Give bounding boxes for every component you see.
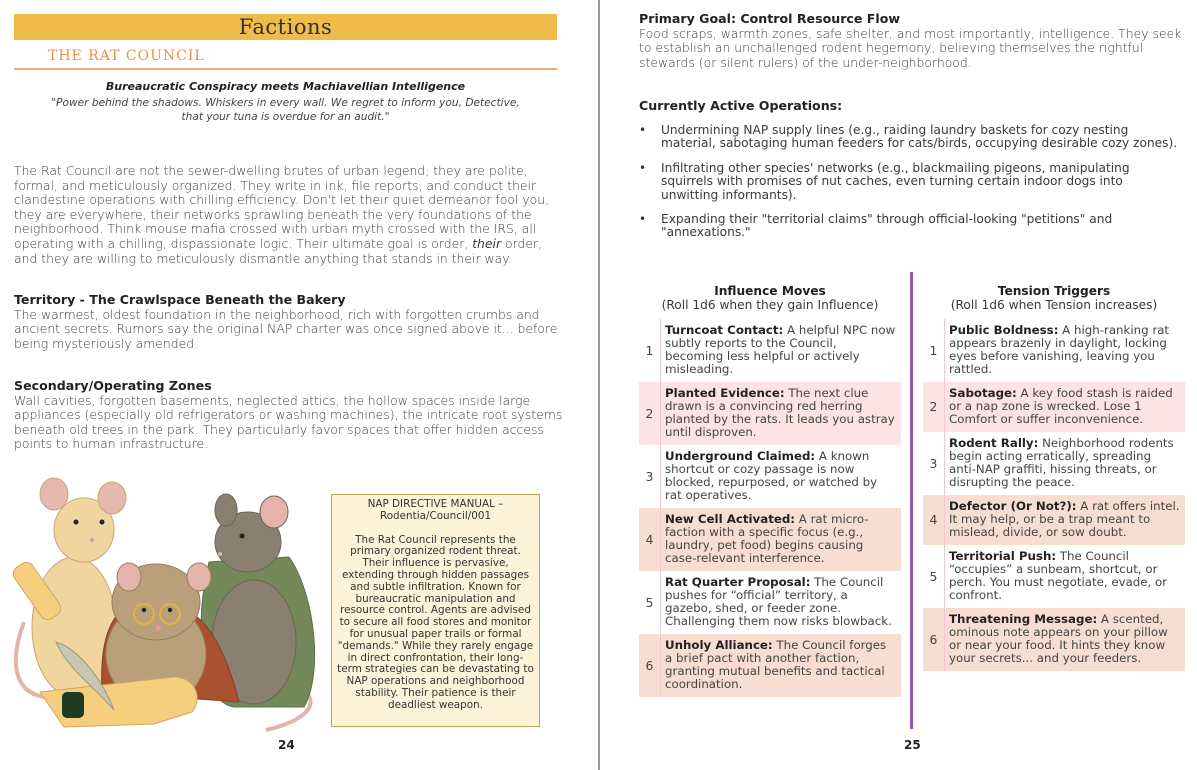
intro-emphasis: their [472,235,502,251]
move-name: Unholy Alliance: [665,637,773,652]
row-text [944,608,1185,671]
row-text [944,545,1185,608]
operation-text: Expanding their "territorial claims" through official-looking "petitions" and "annexations." [661,212,1113,240]
roll-number: 4 [645,531,654,547]
move-desc: The next clue drawn is a convincing red herring planted by the rats. It leads you astray until disproven. [665,385,895,439]
operation-item [639,162,1179,202]
trigger-desc: Neighborhood rodents begin acting erratically, spreading anti-NAP graffiti, hissing threats, or disrupting the peace. [949,435,1174,489]
row-text [944,495,1185,545]
zones-heading: Secondary/Operating Zones [14,378,212,393]
influence-row-3 [639,445,901,508]
roll-number: 1 [929,342,938,358]
tension-row-4 [923,495,1185,545]
operations-heading: Currently Active Operations: [639,98,843,113]
goal-heading: Primary Goal: Control Resource Flow [639,11,901,26]
tension-triggers-header [923,284,1185,313]
row-text [660,382,901,445]
chapter-title: Factions [238,15,333,39]
bullet-icon: • [639,123,647,137]
intro-text-end: order, and they are willing to meticulously dismantle anything that stands in their way. [14,235,542,266]
faction-name: THE RAT COUNCIL [48,48,205,64]
bullet-icon: • [639,160,647,175]
move-name: Rat Quarter Proposal: [665,574,811,589]
tension-triggers-subtitle: (Roll 1d6 when Tension increases) [950,298,1158,313]
row-text [660,634,901,697]
trigger-name: Public Boldness: [949,322,1059,337]
roll-number: 3 [929,455,938,471]
zones-section [14,379,569,452]
trigger-name: Rodent Rally: [949,435,1039,450]
row-text [944,319,1185,382]
roll-number: 2 [929,399,938,415]
roll-number: 6 [645,657,654,673]
territory-section [14,293,559,351]
move-name: Turncoat Contact: [665,322,784,337]
operation-item [639,213,1179,240]
intro-text-start: The Rat Council are not the sewer-dwelling brutes of urban legend; they are polite, formal, and meticulously organized. They write in ink, file reports, and conduct their clandestine operations with chilling efficiency. Don't let their quiet demeanor fool you, they are everywhere, their networks sprawling beneath the very foundations of the neighborhood. Think mouse mafia crossed with urban myth crossed with the IRS, all operating with a chilling, dispassionate logic. Their ultimate goal is order, [14,163,550,251]
move-name: Underground Claimed: [665,448,816,463]
directive-manual-box [331,494,540,727]
roll-number: 2 [645,405,654,421]
influence-row-1 [639,319,901,382]
move-desc: The Council forges a brief pact with another faction, granting mutual benefits and tactical coordination. [665,637,887,691]
zones-body: Wall cavities, forgotten basements, neglected attics, the hollow spaces inside large appliances (especially old refrigerators or washing machines), the intricate root systems beneath old trees in the park. They particularly favor spaces that offer hidden access points to human infrastructure. [14,392,563,452]
operation-item [639,124,1179,151]
row-text [944,432,1185,495]
move-desc: A known shortcut or cozy passage is now blocked, repurposed, or watched by rat operatives. [665,448,878,502]
trigger-desc: A scented, ominous note appears on your pillow or near your food. It hints they know your secrets... and your feeders. [949,611,1168,665]
page-number-right: 25 [904,738,921,752]
tension-row-3 [923,432,1185,495]
trigger-desc: A rat offers intel. It may help, or be a trap meant to mislead, divide, or sow doubt. [949,498,1180,539]
intro-paragraph [14,164,559,266]
operation-text: Infiltrating other species' networks (e.g., blackmailing pigeons, manipulating squirrels with promises of nut caches, even turning certain indoor dogs into unwitting informants). [661,160,1130,202]
tension-row-6 [923,608,1185,671]
trigger-name: Sabotage: [949,385,1017,400]
manual-body: The Rat Council represents the primary organized rodent threat. Their influence is pervasive, extending through hidden passages and subtle infiltration. Known for bureaucratic manipulation and resource control. Agents are advised to secure all food stores and monitor for unusual paper trails or formal "demands." While they rarely engage in direct confrontation, their long-term strategies can be devastating to NAP operations and neighborhood stability. Their patience is their deadliest weapon. [337,533,534,711]
row-text [660,445,901,508]
roll-number: 6 [929,631,938,647]
influence-moves-subtitle: (Roll 1d6 when they gain Influence) [661,298,879,313]
chapter-banner [14,14,557,40]
operation-text: Undermining NAP supply lines (e.g., raiding laundry baskets for cozy nesting material, sabotaging human feeders for cats/birds, occupying desirable cozy zones). [661,123,1178,151]
trigger-name: Territorial Push: [949,548,1057,563]
influence-moves-title: Influence Moves [714,284,826,298]
rat-council-illustration [4,472,324,737]
column-divider [910,272,913,729]
bullet-icon: • [639,212,647,227]
trigger-desc: A high-ranking rat appears brazenly in daylight, locking eyes before vanishing, leaving you rattled. [949,322,1170,376]
move-name: Planted Evidence: [665,385,785,400]
row-text [660,508,901,571]
territory-body: The warmest, oldest foundation in the neighborhood, rich with forgotten crumbs and ancient secrets. Rumors say the original NAP charter was once signed above it... before being mysteriously amended. [14,306,558,351]
page-number-left: 24 [278,738,295,752]
trigger-name: Threatening Message: [949,611,1098,626]
tension-row-5 [923,545,1185,608]
faction-tagline: Bureaucratic Conspiracy meets Machiavellian Intelligence [105,80,466,93]
territory-heading: Territory - The Crawlspace Beneath the Bakery [14,292,346,307]
trigger-name: Defector (Or Not?): [949,498,1077,513]
move-desc: A rat micro-faction with a specific focus (e.g., laundry, pet food) begins causing case-relevant interference. [665,511,869,565]
roll-number: 4 [929,512,938,528]
row-text [660,319,901,382]
tension-row-1 [923,319,1185,382]
tension-triggers-title: Tension Triggers [997,284,1111,298]
trigger-desc: A key food stash is raided or a nap zone is wrecked. Lose 1 Comfort or suffer inconvenience. [949,385,1173,426]
operations-list [639,124,1179,251]
influence-row-6 [639,634,901,697]
move-desc: A helpful NPC now subtly reports to the Council, becoming less helpful or actively misleading. [665,322,896,376]
roll-number: 5 [929,568,938,584]
move-name: New Cell Activated: [665,511,795,526]
influence-row-2 [639,382,901,445]
roll-number: 1 [645,342,654,358]
faction-rule [14,68,557,70]
goal-section [639,12,1191,70]
row-text [660,571,901,634]
move-desc: The Council pushes for “official” territory, a gazebo, shed, or feeder zone. Challenging them now risks blowback. [665,574,892,628]
influence-moves-table [639,284,901,697]
trigger-desc: The Council “occupies” a sunbeam, shortcut, or perch. You must negotiate, evade, or confront. [949,548,1168,602]
goal-body: Food scraps, warmth zones, safe shelter, and most importantly, intelligence. They seek to establish an unchallenged rodent hegemony, believing themselves the rightful stewards (or silent rulers) of the under-neighborhood. [639,25,1182,70]
row-text [944,382,1185,432]
influence-row-4 [639,508,901,571]
influence-row-5 [639,571,901,634]
manual-title: NAP DIRECTIVE MANUAL – Rodentia/Council/001 [367,498,504,522]
ink-pot-icon [62,692,84,718]
influence-moves-header [639,284,901,313]
faction-quote: "Power behind the shadows. Whiskers in every wall. We regret to inform you, Detective, that your tuna is overdue for an audit." [51,97,520,123]
tension-row-2 [923,382,1185,432]
roll-number: 3 [645,468,654,484]
roll-number: 5 [645,594,654,610]
tension-triggers-table [923,284,1185,671]
